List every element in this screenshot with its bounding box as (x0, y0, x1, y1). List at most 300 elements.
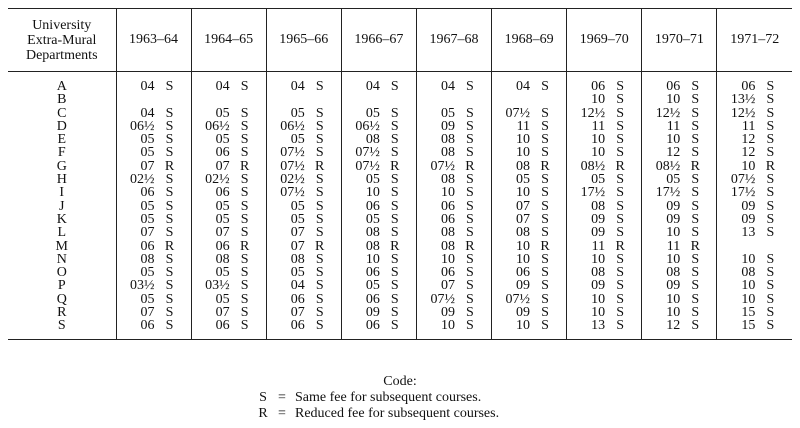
year-column (266, 72, 341, 340)
fee-code: R (390, 238, 400, 254)
fee-value: 05 (666, 172, 681, 188)
fee-code: S (616, 105, 625, 121)
legend-equals: = (278, 390, 286, 405)
fee-value: 17½ (730, 185, 756, 201)
fee-entry (717, 186, 792, 199)
fee-entry (192, 107, 266, 120)
fee-code: S (541, 118, 549, 134)
fee-value: 09 (440, 118, 455, 134)
year-header: 1966–67 (341, 9, 416, 72)
fee-value: 06 (215, 185, 230, 201)
fee-code: S (315, 145, 324, 161)
fee-code: S (766, 132, 775, 148)
fee-entry (117, 120, 191, 133)
fee-value: 08 (591, 198, 606, 214)
department-letter: L (57, 225, 67, 241)
fee-code: R (615, 238, 625, 254)
fee-value: 05 (290, 105, 305, 121)
fee-code: S (541, 225, 549, 241)
fee-entry (267, 319, 341, 332)
fee-value: 08 (440, 145, 455, 161)
fee-value: 07½ (505, 105, 531, 121)
fee-value: 10 (516, 185, 531, 201)
fee-code: S (766, 79, 775, 94)
fee-value: 06 (215, 318, 230, 334)
fee-code: S (240, 305, 249, 321)
fee-entry (342, 200, 416, 213)
fee-value: 10 (741, 291, 756, 307)
fee-code: S (766, 185, 775, 201)
fee-code: S (165, 198, 174, 214)
fee-entry (117, 293, 191, 306)
fee-value: 04 (215, 79, 230, 94)
fee-value: 05 (215, 265, 230, 281)
fee-code: R (239, 238, 250, 254)
fee-value: 15 (741, 305, 756, 321)
fee-entry (267, 253, 341, 266)
fee-code: S (691, 305, 700, 321)
fee-code: S (390, 79, 399, 94)
fee-code: S (390, 172, 399, 188)
fee-entry (717, 213, 792, 226)
fee-entry (492, 200, 566, 213)
fee-entry (492, 293, 566, 306)
fee-entry (642, 253, 716, 266)
dept-header-line: Extra-Mural (27, 32, 97, 48)
fee-entry (417, 120, 491, 133)
year-header: 1963–64 (116, 9, 191, 72)
legend-text: Reduced fee for subsequent courses. (295, 406, 500, 421)
fee-value: 08½ (580, 158, 606, 174)
fee-value: 05 (290, 211, 305, 227)
fee-value: 04 (290, 278, 305, 294)
fee-code: S (165, 278, 174, 294)
fee-code: R (465, 158, 475, 174)
fee-value: 06 (365, 265, 380, 281)
fee-code: S (315, 225, 324, 241)
fee-code: S (541, 145, 549, 161)
fee-entry (642, 306, 716, 319)
fee-entry (192, 186, 266, 199)
fee-code: S (315, 79, 324, 94)
fee-entry (342, 306, 416, 319)
fee-code: S (466, 291, 474, 307)
fee-entry (717, 80, 792, 93)
fee-code: S (691, 225, 700, 241)
year-header: 1964–65 (191, 9, 266, 72)
fee-value: 07 (290, 305, 305, 321)
fee-entry (492, 133, 566, 146)
fee-value: 09 (591, 278, 606, 294)
fee-code: S (390, 225, 399, 241)
fee-entry (192, 226, 266, 239)
fee-code: S (466, 145, 474, 161)
fee-code: S (766, 251, 775, 267)
fee-code: S (616, 265, 625, 281)
fee-value: 07½ (430, 158, 455, 174)
fee-value: 06 (365, 318, 380, 334)
fee-code: S (390, 251, 399, 267)
department-letter: N (56, 251, 67, 267)
fee-value: 12 (741, 132, 756, 148)
fee-entry (192, 80, 266, 93)
fee-value: 10 (666, 291, 681, 307)
fee-code: S (315, 305, 324, 321)
fee-code: S (691, 211, 700, 227)
fee-value: 13 (591, 318, 606, 334)
department-letter: I (59, 185, 65, 201)
fee-value: 05 (215, 198, 230, 214)
fee-value: 10 (440, 318, 455, 334)
department-letter: H (56, 172, 67, 188)
fee-entry (492, 80, 566, 93)
fee-entry (642, 293, 716, 306)
fee-entry (717, 173, 792, 186)
fee-code: S (541, 318, 549, 334)
fee-entry (342, 240, 416, 253)
fee-value: 17½ (655, 185, 681, 201)
fee-entry (267, 160, 341, 173)
fee-entry (192, 213, 266, 226)
fee-value: 07 (140, 305, 155, 321)
fee-value: 09 (516, 278, 531, 294)
fee-code: S (616, 318, 625, 334)
fee-code: S (315, 278, 324, 294)
fee-entry (567, 93, 641, 106)
fee-value: 04 (140, 79, 155, 94)
fee-entry (117, 146, 191, 159)
fee-value: 07 (215, 158, 230, 174)
department-letter: O (56, 265, 67, 281)
fee-value: 12 (666, 145, 681, 161)
fee-value: 09 (365, 305, 380, 321)
fee-entry (567, 173, 641, 186)
fee-code: S (315, 185, 324, 201)
fee-value: 10 (516, 238, 531, 254)
fee-entry (642, 186, 716, 199)
year-header: 1969–70 (567, 9, 642, 72)
fee-value: 10 (591, 92, 606, 108)
fee-entry (192, 293, 266, 306)
fee-value: 06 (440, 198, 455, 214)
fee-entry (267, 173, 341, 186)
fee-entry (117, 160, 191, 173)
department-letter: D (56, 118, 67, 134)
fee-code: S (766, 198, 775, 214)
fee-code: S (691, 291, 700, 307)
fee-entry (117, 200, 191, 213)
fee-code: S (541, 185, 549, 201)
fee-entry (567, 266, 641, 279)
fee-code: S (616, 251, 625, 267)
fee-entry (717, 200, 792, 213)
fee-value: 06 (215, 238, 230, 254)
fee-entry (717, 293, 792, 306)
fee-value: 06 (516, 265, 531, 281)
fee-entry (717, 107, 792, 120)
fee-value: 05 (290, 198, 305, 214)
fee-value: 07 (516, 198, 531, 214)
fee-entry (642, 80, 716, 93)
fee-entry (642, 200, 716, 213)
fee-value: 10 (666, 132, 681, 148)
department-letter: E (57, 132, 67, 148)
fee-entry (717, 146, 792, 159)
fee-entry (192, 133, 266, 146)
fee-value: 07½ (355, 145, 380, 161)
fee-value: 07½ (280, 185, 305, 201)
fee-value: 08 (516, 225, 531, 241)
fee-code: R (540, 238, 550, 254)
fee-code: S (466, 118, 474, 134)
fee-value: 09 (440, 305, 455, 321)
year-column (191, 72, 266, 340)
fee-value: 07½ (355, 158, 380, 174)
fee-entry (492, 173, 566, 186)
fee-code: R (164, 158, 175, 174)
fee-value: 10 (591, 305, 606, 321)
fee-code: S (315, 318, 324, 334)
fee-value: 09 (516, 305, 531, 321)
fee-value: 09 (741, 198, 756, 214)
fee-entry (117, 93, 191, 106)
fee-code: S (240, 118, 249, 134)
fee-code: S (616, 172, 625, 188)
fee-code: S (165, 265, 174, 281)
fee-entry (192, 160, 266, 173)
fee-value: 12½ (580, 105, 606, 121)
year-header: 1965–66 (266, 9, 341, 72)
legend-entry-s (257, 390, 800, 406)
fee-value: 07½ (280, 145, 305, 161)
fee-entry (342, 213, 416, 226)
fee-code: S (466, 278, 474, 294)
fee-value: 06 (666, 79, 681, 94)
fee-value: 10 (516, 318, 531, 334)
fee-entry (192, 93, 266, 106)
fee-code: R (315, 158, 325, 174)
fee-entry (117, 133, 191, 146)
fee-entry (717, 266, 792, 279)
fee-value: 06 (140, 185, 155, 201)
fee-value: 06 (365, 198, 380, 214)
fee-code: S (541, 105, 549, 121)
fee-code: S (240, 251, 249, 267)
fee-code: R (239, 158, 250, 174)
fee-entry (642, 93, 716, 106)
fee-code: S (165, 132, 174, 148)
fee-code: S (165, 172, 174, 188)
fee-code: S (541, 305, 549, 321)
fee-entry (417, 226, 491, 239)
fee-code: S (165, 79, 174, 94)
department-letter: G (56, 158, 67, 174)
fee-entry (642, 213, 716, 226)
fee-code: S (466, 265, 474, 281)
fee-code: S (766, 305, 775, 321)
fee-value: 07 (290, 238, 305, 254)
fee-value: 08 (140, 251, 155, 267)
fee-value: 10 (516, 251, 531, 267)
fee-value: 08 (591, 265, 606, 281)
department-letter: K (56, 211, 67, 227)
fee-entry (417, 319, 491, 332)
fee-entry (567, 133, 641, 146)
fee-code: S (691, 318, 700, 334)
fee-code: S (240, 225, 249, 241)
fee-code: S (315, 198, 324, 214)
fee-value: 10 (666, 251, 681, 267)
fee-entry (567, 226, 641, 239)
fee-code: S (466, 225, 474, 241)
fee-value: 06 (741, 79, 756, 94)
department-letter: J (59, 198, 65, 214)
fee-code: S (240, 291, 249, 307)
fee-code: S (315, 211, 324, 227)
fee-entry (267, 240, 341, 253)
fee-value: 10 (666, 92, 681, 108)
fee-code: S (691, 172, 700, 188)
fee-entry (192, 120, 266, 133)
fee-code: S (766, 105, 775, 121)
fee-code: S (691, 92, 700, 108)
fee-value: 08 (440, 172, 455, 188)
fee-entry (567, 253, 641, 266)
fee-code: S (390, 185, 399, 201)
fee-code: R (390, 158, 400, 174)
fee-value: 08½ (655, 158, 681, 174)
fee-code: S (766, 291, 775, 307)
fee-code: S (541, 198, 549, 214)
year-column (416, 72, 491, 340)
fee-value: 07 (215, 225, 230, 241)
fee-code: S (165, 185, 174, 201)
year-header: 1967–68 (416, 9, 491, 72)
fee-code: S (466, 105, 474, 121)
fee-entry (717, 319, 792, 332)
fee-code: S (165, 251, 174, 267)
fee-code: S (691, 265, 700, 281)
fee-entry (417, 173, 491, 186)
legend (0, 374, 800, 422)
fee-entry (567, 213, 641, 226)
fee-entry (717, 120, 792, 133)
fee-entry (267, 186, 341, 199)
fee-code: S (541, 291, 549, 307)
fee-entry (567, 160, 641, 173)
fee-code: S (240, 132, 249, 148)
fee-value: 06½ (280, 118, 305, 134)
fee-value: 04 (140, 105, 155, 121)
fee-value: 08 (440, 132, 455, 148)
year-column (492, 72, 567, 340)
fee-entry (192, 173, 266, 186)
fee-value: 10 (741, 278, 756, 294)
fee-entry (642, 133, 716, 146)
fee-entry (492, 160, 566, 173)
fee-code: S (766, 172, 775, 188)
legend-equals: = (278, 406, 286, 421)
fee-value: 05 (140, 291, 155, 307)
fee-value: 04 (440, 79, 455, 94)
fee-entry (417, 200, 491, 213)
fee-entry (567, 240, 641, 253)
fee-value: 06½ (355, 118, 380, 134)
fee-entry (717, 253, 792, 266)
fee-value: 05 (365, 172, 380, 188)
fee-value: 05 (591, 172, 606, 188)
fee-code: S (616, 79, 625, 94)
fee-value: 07 (215, 305, 230, 321)
fee-entry (642, 319, 716, 332)
fee-entry (267, 306, 341, 319)
department-letter: C (57, 105, 67, 121)
fee-value: 06½ (130, 118, 155, 134)
legend-entry-r (257, 406, 800, 422)
department-letter: R (57, 305, 67, 321)
fee-code: S (390, 145, 399, 161)
fee-value: 08 (365, 225, 380, 241)
fee-entry (117, 226, 191, 239)
fee-entry (117, 80, 191, 93)
fee-code: S (616, 198, 625, 214)
fee-code: S (691, 105, 700, 121)
fee-value: 09 (666, 211, 681, 227)
fee-value: 08 (741, 265, 756, 281)
fee-code: R (465, 238, 475, 254)
fee-entry (267, 266, 341, 279)
fee-value: 09 (666, 278, 681, 294)
fee-code: S (240, 79, 249, 94)
fee-value: 05 (215, 291, 230, 307)
fee-code: S (541, 172, 549, 188)
legend-text: Same fee for subsequent courses. (295, 390, 482, 405)
dept-column-header (8, 9, 116, 72)
fee-value: 05 (140, 145, 155, 161)
fee-entry (417, 93, 491, 106)
fee-entry (492, 226, 566, 239)
fee-entry (342, 133, 416, 146)
fee-entry (567, 293, 641, 306)
fee-entry (117, 186, 191, 199)
fee-code: S (616, 278, 625, 294)
fee-entry (492, 93, 566, 106)
year-header: 1971–72 (717, 9, 792, 72)
fee-value: 06 (140, 238, 155, 254)
fee-entry (192, 319, 266, 332)
fee-value: 07 (516, 211, 531, 227)
fee-value: 03½ (130, 278, 155, 294)
fee-code: S (691, 198, 700, 214)
dept-column (8, 72, 116, 340)
fee-code: S (240, 105, 249, 121)
fee-value: 06½ (205, 118, 230, 134)
fee-code: S (616, 92, 625, 108)
fee-code: S (240, 211, 249, 227)
fee-entry (192, 306, 266, 319)
fees-table (8, 8, 792, 340)
fee-code: S (315, 118, 324, 134)
department-letter: S (57, 318, 66, 334)
fee-code: S (240, 172, 249, 188)
fee-entry (117, 279, 191, 292)
fee-value: 07 (140, 158, 155, 174)
fee-code: S (240, 318, 249, 334)
fee-code: S (541, 278, 549, 294)
fee-entry (192, 240, 266, 253)
fee-value: 11 (666, 238, 681, 254)
fee-value: 10 (666, 225, 681, 241)
